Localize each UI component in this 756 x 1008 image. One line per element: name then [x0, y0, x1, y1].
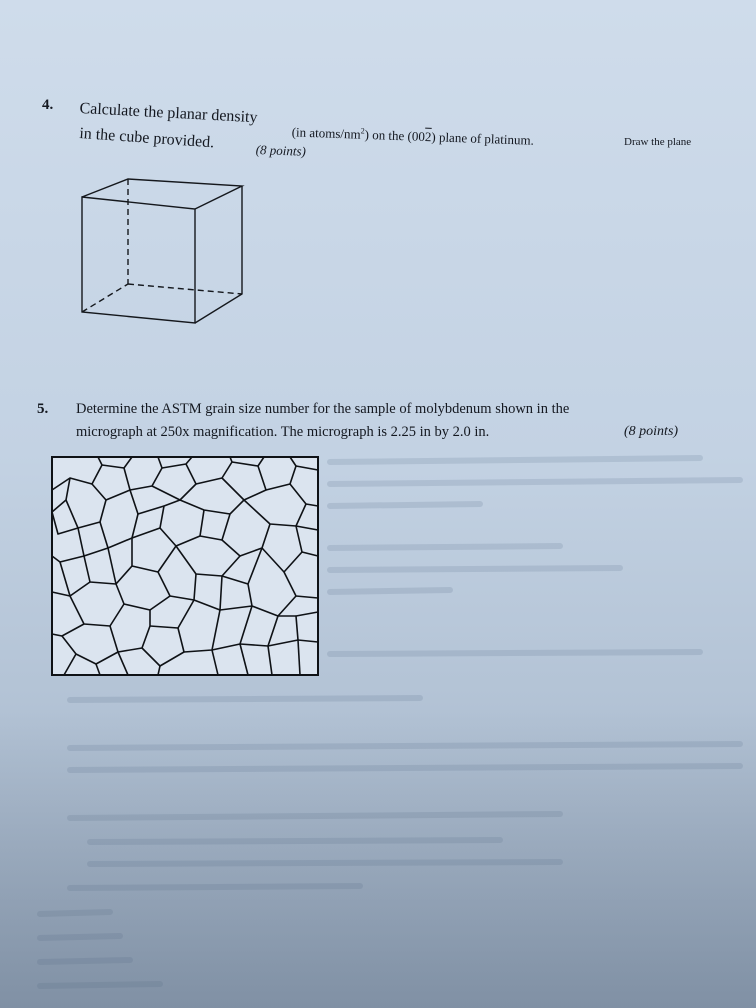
question-4-text-b: (in atoms/$nm^2$) on the (002) plane of platinum.	[291, 124, 535, 148]
question-4-text-d: in the cube provided.	[78, 125, 215, 152]
question-number: 5.	[37, 401, 49, 417]
photo-shading	[0, 708, 756, 1008]
question-4-points: (8 points)	[255, 142, 307, 159]
question-4-text-c: Draw the plane	[624, 136, 692, 148]
question-5-text-line2: micrograph at 250x magnification. The micrograph is 2.25 in by 2.0 in.	[76, 424, 490, 440]
question-5-points: (8 points)	[624, 424, 679, 439]
question-number: 4.	[42, 97, 54, 113]
question-5-text-line1: Determine the ASTM grain size number for the sample of molybdenum shown in the	[76, 401, 570, 417]
question-4-text-a: Calculate the planar density	[79, 100, 258, 127]
